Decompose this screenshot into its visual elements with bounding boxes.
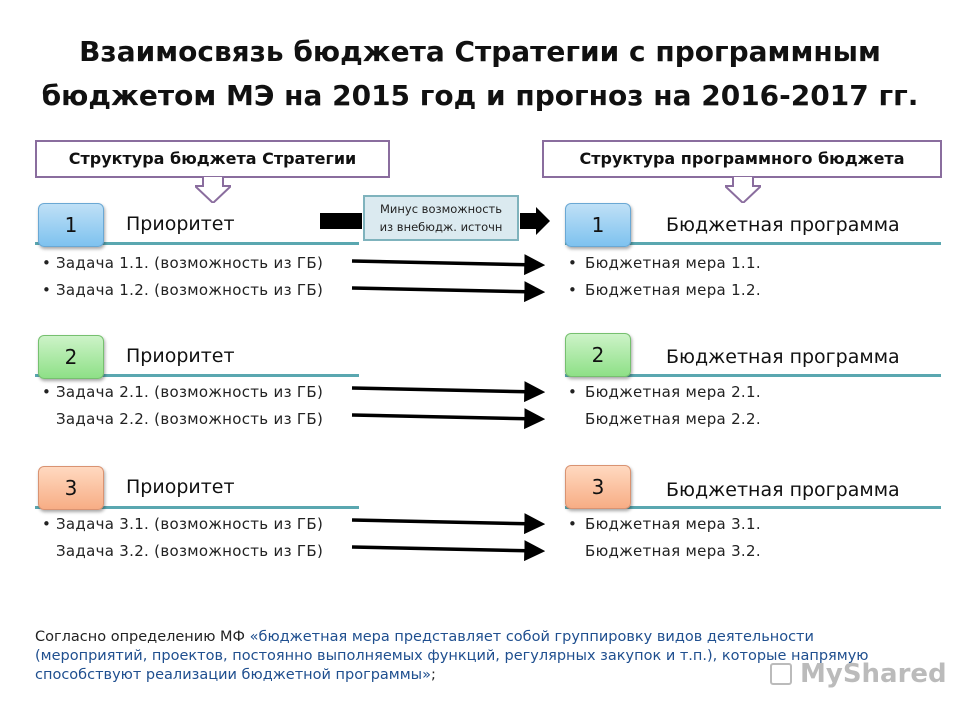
measure-3-1: Бюджетная мера 3.1. bbox=[585, 515, 761, 533]
task-3-2-arrow bbox=[352, 547, 540, 551]
task-1-1-arrow bbox=[352, 261, 540, 265]
task-2-2: Задача 2.2. (возможность из ГБ) bbox=[56, 410, 324, 428]
task-1-1: Задача 1.1. (возможность из ГБ) bbox=[56, 254, 324, 272]
measure-3-1-bullet: • bbox=[568, 515, 577, 533]
task-1-2-bullet: • bbox=[42, 281, 51, 299]
measure-3-2: Бюджетная мера 3.2. bbox=[585, 542, 761, 560]
measure-2-2: Бюджетная мера 2.2. bbox=[585, 410, 761, 428]
task-2-1-bullet: • bbox=[42, 383, 51, 401]
task-1-2: Задача 1.2. (возможность из ГБ) bbox=[56, 281, 324, 299]
priority-2-number: 2 bbox=[38, 335, 104, 379]
measure-1-2: Бюджетная мера 1.2. bbox=[585, 281, 761, 299]
note-line-2: из внебюдж. источн bbox=[379, 220, 503, 234]
task-3-1-arrow bbox=[352, 520, 540, 524]
watermark-text: MyShared bbox=[800, 659, 947, 689]
task-1-1-bullet: • bbox=[42, 254, 51, 272]
priority-3-label: Приоритет bbox=[126, 476, 235, 498]
task-3-1: Задача 3.1. (возможность из ГБ) bbox=[56, 515, 324, 533]
measure-2-1-bullet: • bbox=[568, 383, 577, 401]
measure-1-1: Бюджетная мера 1.1. bbox=[585, 254, 761, 272]
priority-1-label: Приоритет bbox=[126, 213, 235, 235]
priority-3-number: 3 bbox=[38, 466, 104, 510]
measure-1-2-bullet: • bbox=[568, 281, 577, 299]
program-3-number: 3 bbox=[565, 465, 631, 509]
program-2-label: Бюджетная программа bbox=[666, 346, 900, 368]
priority-2-label: Приоритет bbox=[126, 345, 235, 367]
title-line-2: бюджетом МЭ на 2015 год и прогноз на 2016-2017 гг. bbox=[41, 79, 919, 112]
program-1-number: 1 bbox=[565, 203, 631, 247]
title-line-1: Взаимосвязь бюджета Стратегии с программным bbox=[79, 35, 881, 68]
measure-1-1-bullet: • bbox=[568, 254, 577, 272]
footnote-prefix: Согласно определению МФ bbox=[35, 629, 250, 645]
priority-1-number: 1 bbox=[38, 203, 104, 247]
program-budget-callout: Структура программного бюджета bbox=[542, 140, 942, 178]
strategy-budget-callout: Структура бюджета Стратегии bbox=[35, 140, 390, 178]
task-2-1: Задача 2.1. (возможность из ГБ) bbox=[56, 383, 324, 401]
task-2-2-arrow bbox=[352, 415, 540, 419]
task-3-2: Задача 3.2. (возможность из ГБ) bbox=[56, 542, 324, 560]
task-3-1-bullet: • bbox=[42, 515, 51, 533]
program-2-number: 2 bbox=[565, 333, 631, 377]
task-2-1-arrow bbox=[352, 388, 540, 392]
program-1-label: Бюджетная программа bbox=[666, 214, 900, 236]
task-1-2-arrow bbox=[352, 288, 540, 292]
note-line-1: Минус возможность bbox=[379, 202, 503, 216]
priority-1-to-program-1-arrow bbox=[320, 207, 550, 235]
myshared-logo-icon bbox=[770, 663, 792, 685]
program-3-label: Бюджетная программа bbox=[666, 479, 900, 501]
measure-2-1: Бюджетная мера 2.1. bbox=[585, 383, 761, 401]
footnote-quote: «бюджетная мера представляет собой группировку видов деятельности (мероприятий, проектов, постоянно выполняемых функций, регулярных закупок и т.п.), которые напрямую способствуют реализации бюджетной программы» bbox=[35, 629, 869, 683]
footnote-suffix: ; bbox=[431, 667, 436, 683]
